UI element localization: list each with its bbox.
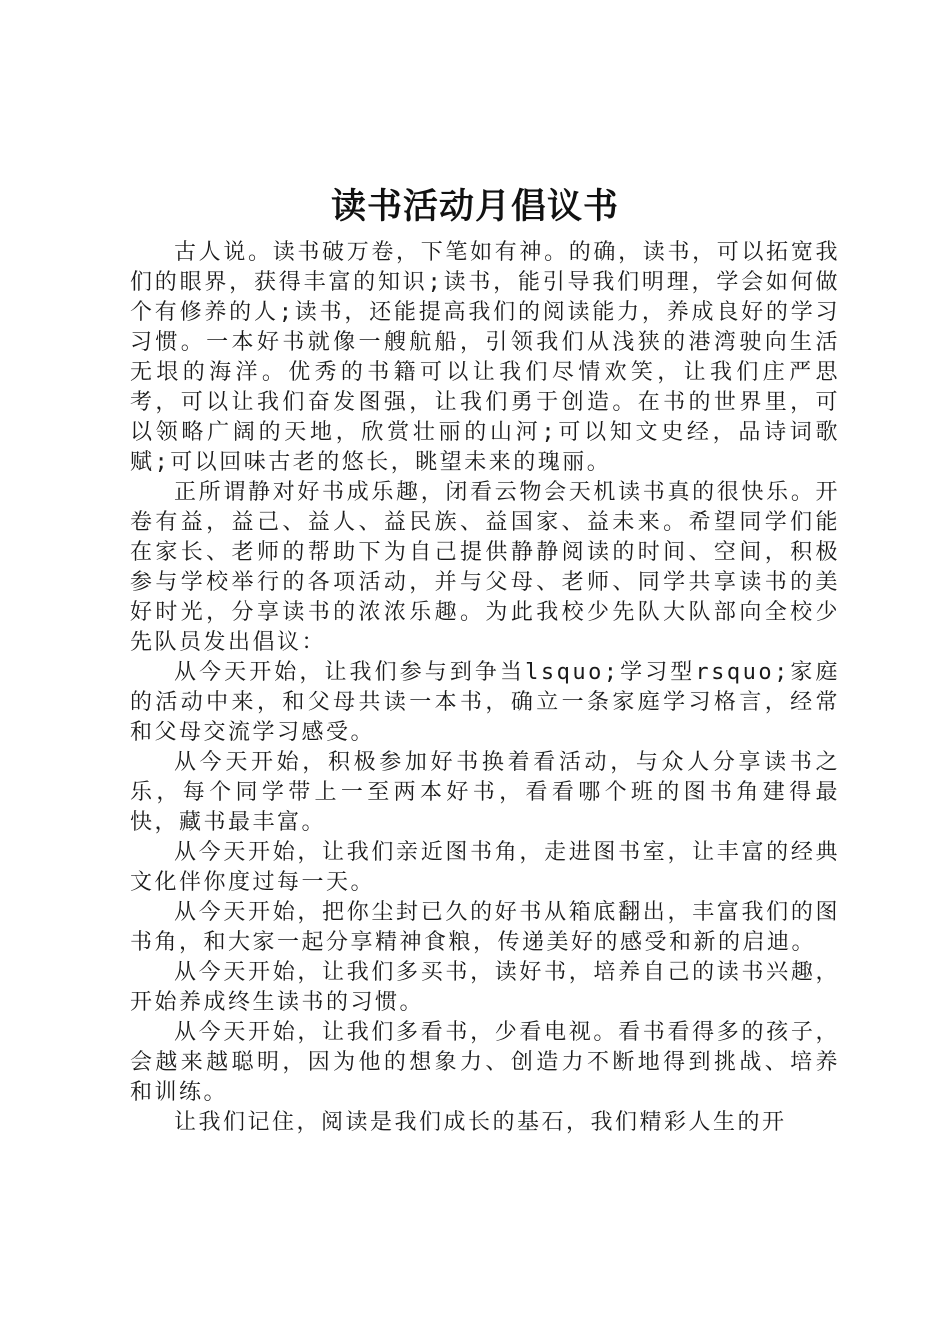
document-body — [130, 238, 840, 1138]
paragraph: 古人说。读书破万卷，下笔如有神。的确，读书，可以拓宽我们的眼界，获得丰富的知识;读书，能引导我们明理，学会如何做个有修养的人;读书，还能提高我们的阅读能力，养成良好的学习习惯。一本好书就像一艘航船，引领我们从浅狭的港湾驶向生活无垠的海洋。优秀的书籍可以让我们尽情欢笑，让我们庄严思考，可以让我们奋发图强，让我们勇于创造。在书的世界里，可以领略广阔的天地，欣赏壮丽的山河;可以知文史经，品诗词歌赋;可以回味古老的悠长，眺望未来的瑰丽。 — [130, 240, 840, 475]
paragraph: 从今天开始，让我们参与到争当lsquo;学习型rsquo;家庭的活动中来，和父母共读一本书，确立一条家庭学习格言，经常和父母交流学习感受。 — [130, 660, 840, 745]
paragraph: 从今天开始，让我们多买书，读好书，培养自己的读书兴趣，开始养成终生读书的习惯。 — [130, 960, 840, 1015]
paragraph: 正所谓静对好书成乐趣，闭看云物会天机读书真的很快乐。开卷有益，益己、益人、益民族、益国家、益未来。希望同学们能在家长、老师的帮助下为自己提供静静阅读的时间、空间，积极参与学校举行的各项活动，并与父母、老师、同学共享读书的美好时光，分享读书的浓浓乐趣。为此我校少先队大队部向全校少先队员发出倡议： — [130, 480, 840, 655]
paragraph: 从今天开始，让我们多看书，少看电视。看书看得多的孩子，会越来越聪明，因为他的想象力、创造力不断地得到挑战、培养和训练。 — [130, 1020, 840, 1105]
paragraph: 从今天开始，积极参加好书换着看活动，与众人分享读书之乐，每个同学带上一至两本好书，看看哪个班的图书角建得最快，藏书最丰富。 — [130, 750, 840, 835]
paragraph: 让我们记住，阅读是我们成长的基石，我们精彩人生的开 — [174, 1110, 787, 1135]
document-title: 读书活动月倡议书 — [330, 186, 619, 227]
paragraph: 从今天开始，把你尘封已久的好书从箱底翻出，丰富我们的图书角，和大家一起分享精神食粮，传递美好的感受和新的启迪。 — [130, 900, 840, 955]
paragraph: 从今天开始，让我们亲近图书角，走进图书室，让丰富的经典文化伴你度过每一天。 — [130, 840, 840, 895]
